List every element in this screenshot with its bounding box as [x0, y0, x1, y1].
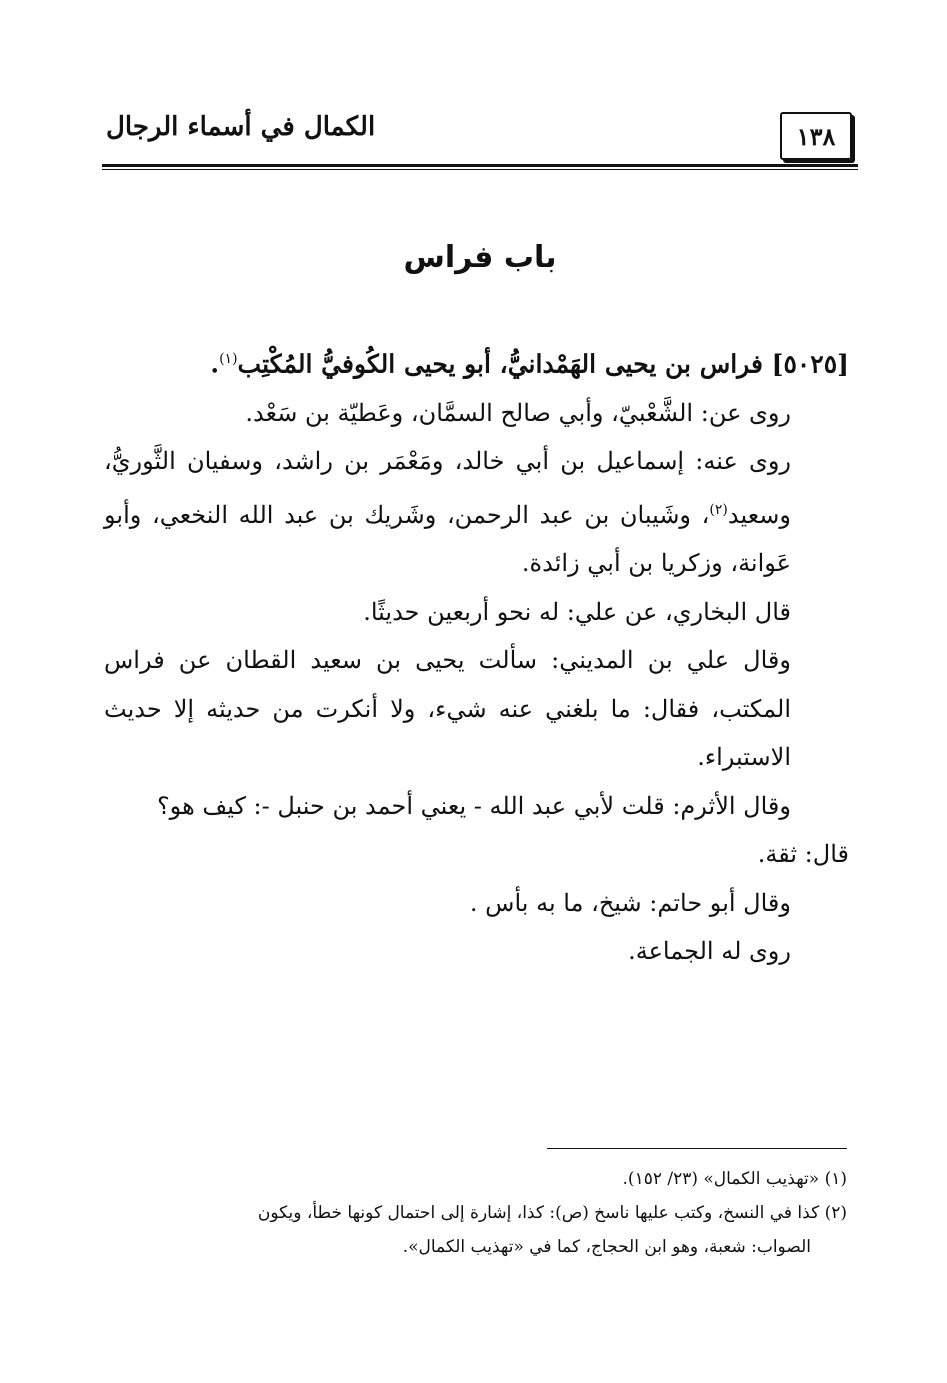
athram-quote: وقال الأثرم: قلت لأبي عبد الله - يعني أحمد بن حنبل -: كيف هو؟ — [156, 791, 791, 820]
narrated-by-part2: ، وشَيبان بن عبد الرحمن، وشَريك بن عبد الله النخعي، وأبو عَوانة، وزكريا بن أبي زائدة. — [104, 500, 791, 578]
biography-entry — [104, 335, 849, 976]
footnote-1: (١) «تهذيب الكمال» (٢٣/ ١٥٢). — [622, 1169, 847, 1189]
footnotes — [102, 1162, 847, 1264]
running-title: الكمال في أسماء الرجال — [106, 112, 376, 142]
narrated-from: روى عن: الشَّعْبيّ، وأبي صالح السمَّان، وعَطيّة بن سَعْد. — [245, 398, 791, 427]
abu-hatim-quote: وقال أبو حاتم: شيخ، ما به بأس . — [469, 888, 791, 917]
entry-heading-text: [٥٠٢٥] فراس بن يحيى الهَمْدانيُّ، أبو يحيى الكُوفيُّ المُكْتِب — [237, 349, 849, 379]
madini-quote: وقال علي بن المديني: سألت يحيى بن سعيد القطان عن فراس المكتب، فقال: ما بلغني عنه شيء، ولا أنكرت من حديثه إلا حديث الاستبراء. — [104, 646, 791, 772]
chapter-title: باب فراس — [403, 240, 557, 275]
header-rule — [102, 164, 858, 167]
jamaa-note: روى له الجماعة. — [628, 937, 791, 966]
bukhari-quote: قال البخاري، عن علي: له نحو أربعين حديثًا. — [363, 597, 791, 626]
footnote-2: (٢) كذا في النسخ، وكتب عليها ناسخ (ص): كذا، إشارة إلى احتمال كونها خطأ، ويكون — [257, 1203, 847, 1223]
entry-heading-end: . — [210, 349, 220, 379]
footnote-ref-1: (١) — [219, 351, 238, 367]
page-number: ١٣٨ — [780, 112, 852, 160]
footnote-ref-2: (٢) — [709, 501, 728, 518]
footnote-2-continued: الصواب: شعبة، وهو ابن الحجاج، كما في «تهذيب الكمال». — [402, 1237, 811, 1257]
footnote-separator — [547, 1148, 847, 1149]
header-rule-thin — [102, 169, 858, 170]
narrated-by — [104, 437, 849, 588]
page-header — [100, 108, 860, 168]
entry-heading — [104, 335, 849, 389]
athram-answer: قال: ثقة. — [757, 840, 849, 869]
narrated-by-part1: روى عنه: إسماعيل بن أبي خالد، ومَعْمَر بن راشد، وسفيان الثَّوريُّ، وسعيد — [104, 447, 791, 529]
